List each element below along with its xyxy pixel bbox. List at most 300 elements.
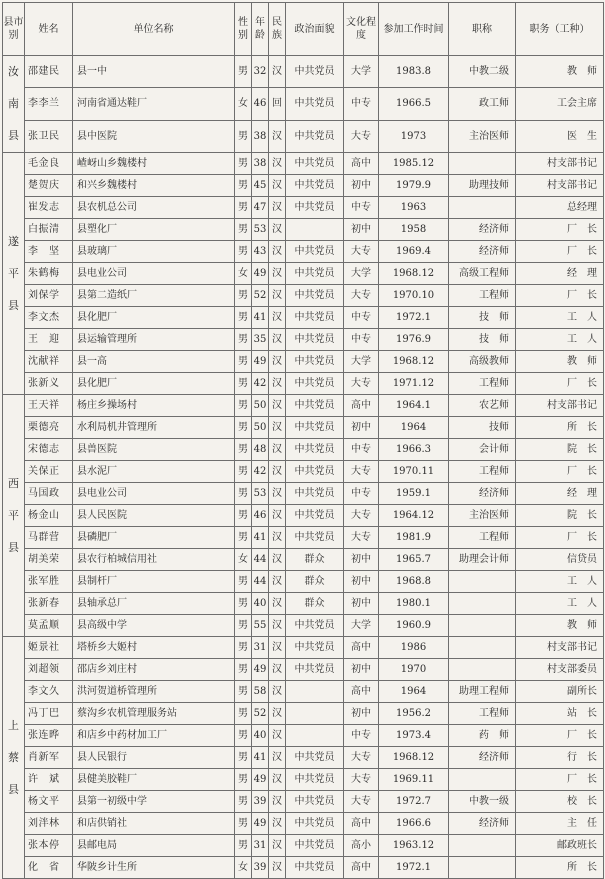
age-cell: 45 bbox=[252, 175, 269, 197]
education-cell: 高中 bbox=[344, 637, 379, 659]
header-political: 政治面貌 bbox=[286, 3, 344, 56]
person-name-cell: 马国政 bbox=[25, 483, 73, 505]
work-start-cell: 1985.12 bbox=[379, 153, 449, 175]
age-cell: 53 bbox=[252, 483, 269, 505]
work-start-cell: 1964 bbox=[379, 681, 449, 703]
table-row bbox=[3, 593, 604, 615]
work-start-cell: 1969.11 bbox=[379, 769, 449, 791]
ethnicity-cell: 汉 bbox=[269, 417, 286, 439]
person-name-cell: 宋德志 bbox=[25, 439, 73, 461]
work-start-cell: 1968.12 bbox=[379, 747, 449, 769]
ethnicity-cell: 汉 bbox=[269, 395, 286, 417]
political-status-cell: 中共党员 bbox=[286, 307, 344, 329]
work-start-cell: 1970 bbox=[379, 659, 449, 681]
table-row bbox=[3, 725, 604, 747]
unit-name-cell: 县化肥厂 bbox=[73, 307, 235, 329]
duty-cell: 村支部书记 bbox=[516, 153, 604, 175]
duty-cell: 厂 长 bbox=[516, 725, 604, 747]
work-start-cell: 1964 bbox=[379, 417, 449, 439]
sex-cell: 男 bbox=[235, 219, 252, 241]
work-start-cell: 1966.6 bbox=[379, 813, 449, 835]
work-start-cell: 1973 bbox=[379, 120, 449, 152]
person-name-cell: 王 迎 bbox=[25, 329, 73, 351]
work-start-cell: 1966.5 bbox=[379, 88, 449, 120]
age-cell: 31 bbox=[252, 637, 269, 659]
political-status-cell: 中共党员 bbox=[286, 769, 344, 791]
ethnicity-cell: 汉 bbox=[269, 505, 286, 527]
work-start-cell: 1971.12 bbox=[379, 373, 449, 395]
table-row bbox=[3, 241, 604, 263]
age-cell: 55 bbox=[252, 615, 269, 637]
ethnicity-cell: 回 bbox=[269, 88, 286, 120]
political-status-cell: 中共党员 bbox=[286, 120, 344, 152]
job-title-cell: 经济师 bbox=[449, 241, 516, 263]
table-row bbox=[3, 813, 604, 835]
duty-cell: 教 师 bbox=[516, 615, 604, 637]
job-title-cell: 政工师 bbox=[449, 88, 516, 120]
unit-name-cell: 洪河贺道桥管理所 bbox=[73, 681, 235, 703]
job-title-cell: 工程师 bbox=[449, 527, 516, 549]
work-start-cell: 1964.1 bbox=[379, 395, 449, 417]
ethnicity-cell: 汉 bbox=[269, 241, 286, 263]
county-cell bbox=[3, 56, 25, 153]
duty-cell: 医 生 bbox=[516, 120, 604, 152]
table-row bbox=[3, 527, 604, 549]
duty-cell: 所 长 bbox=[516, 417, 604, 439]
job-title-cell: 会计师 bbox=[449, 439, 516, 461]
job-title-cell bbox=[449, 857, 516, 879]
political-status-cell: 中共党员 bbox=[286, 175, 344, 197]
person-name-cell: 莫孟顺 bbox=[25, 615, 73, 637]
education-cell: 高小 bbox=[344, 835, 379, 857]
ethnicity-cell: 汉 bbox=[269, 351, 286, 373]
table-row bbox=[3, 637, 604, 659]
unit-name-cell: 县轴承总厂 bbox=[73, 593, 235, 615]
education-cell: 中专 bbox=[344, 197, 379, 219]
duty-cell: 村支部书记 bbox=[516, 395, 604, 417]
unit-name-cell: 嵖岈山乡魏楼村 bbox=[73, 153, 235, 175]
age-cell: 42 bbox=[252, 373, 269, 395]
header-age: 年龄 bbox=[252, 3, 269, 56]
person-name-cell: 胡美荣 bbox=[25, 549, 73, 571]
ethnicity-cell: 汉 bbox=[269, 483, 286, 505]
work-start-cell: 1963 bbox=[379, 197, 449, 219]
age-cell: 41 bbox=[252, 527, 269, 549]
table-row bbox=[3, 835, 604, 857]
education-cell: 高中 bbox=[344, 681, 379, 703]
education-cell: 中专 bbox=[344, 439, 379, 461]
age-cell: 49 bbox=[252, 263, 269, 285]
unit-name-cell: 和兴乡魏楼村 bbox=[73, 175, 235, 197]
education-cell: 大学 bbox=[344, 615, 379, 637]
age-cell: 41 bbox=[252, 307, 269, 329]
unit-name-cell: 杨庄乡操场村 bbox=[73, 395, 235, 417]
sex-cell: 男 bbox=[235, 175, 252, 197]
person-name-cell: 冯丁巴 bbox=[25, 703, 73, 725]
education-cell: 初中 bbox=[344, 175, 379, 197]
job-title-cell: 工程师 bbox=[449, 285, 516, 307]
ethnicity-cell: 汉 bbox=[269, 175, 286, 197]
ethnicity-cell: 汉 bbox=[269, 56, 286, 88]
ethnicity-cell: 汉 bbox=[269, 769, 286, 791]
work-start-cell: 1979.9 bbox=[379, 175, 449, 197]
age-cell: 40 bbox=[252, 593, 269, 615]
work-start-cell: 1968.12 bbox=[379, 263, 449, 285]
sex-cell: 男 bbox=[235, 703, 252, 725]
age-cell: 46 bbox=[252, 505, 269, 527]
work-start-cell: 1970.11 bbox=[379, 461, 449, 483]
education-cell: 中专 bbox=[344, 329, 379, 351]
political-status-cell: 中共党员 bbox=[286, 439, 344, 461]
job-title-cell bbox=[449, 769, 516, 791]
political-status-cell bbox=[286, 703, 344, 725]
education-cell: 大学 bbox=[344, 351, 379, 373]
sex-cell: 男 bbox=[235, 637, 252, 659]
duty-cell: 院 长 bbox=[516, 439, 604, 461]
political-status-cell: 中共党员 bbox=[286, 857, 344, 879]
duty-cell: 村支部委员 bbox=[516, 659, 604, 681]
education-cell: 大专 bbox=[344, 505, 379, 527]
education-cell: 大学 bbox=[344, 263, 379, 285]
ethnicity-cell: 汉 bbox=[269, 197, 286, 219]
education-cell: 大专 bbox=[344, 241, 379, 263]
education-cell: 初中 bbox=[344, 703, 379, 725]
political-status-cell: 中共党员 bbox=[286, 659, 344, 681]
table-row bbox=[3, 120, 604, 152]
age-cell: 39 bbox=[252, 791, 269, 813]
political-status-cell: 中共党员 bbox=[286, 505, 344, 527]
duty-cell: 站 长 bbox=[516, 703, 604, 725]
county-label: 遂平县 bbox=[8, 234, 19, 312]
job-title-cell: 高级工程师 bbox=[449, 263, 516, 285]
education-cell: 初中 bbox=[344, 549, 379, 571]
age-cell: 49 bbox=[252, 813, 269, 835]
person-name-cell: 楚贺庆 bbox=[25, 175, 73, 197]
political-status-cell: 群众 bbox=[286, 549, 344, 571]
work-start-cell: 1983.8 bbox=[379, 56, 449, 88]
ethnicity-cell: 汉 bbox=[269, 153, 286, 175]
work-start-cell: 1981.9 bbox=[379, 527, 449, 549]
education-cell: 大专 bbox=[344, 769, 379, 791]
age-cell: 43 bbox=[252, 241, 269, 263]
duty-cell: 厂 长 bbox=[516, 219, 604, 241]
roster-table bbox=[2, 2, 604, 879]
table-row bbox=[3, 175, 604, 197]
table-row bbox=[3, 571, 604, 593]
political-status-cell: 中共党员 bbox=[286, 637, 344, 659]
age-cell: 40 bbox=[252, 725, 269, 747]
job-title-cell: 农艺师 bbox=[449, 395, 516, 417]
sex-cell: 男 bbox=[235, 153, 252, 175]
education-cell: 高中 bbox=[344, 857, 379, 879]
sex-cell: 女 bbox=[235, 263, 252, 285]
county-label: 西平县 bbox=[8, 476, 19, 554]
table-row bbox=[3, 395, 604, 417]
table-row bbox=[3, 329, 604, 351]
person-name-cell: 邵建民 bbox=[25, 56, 73, 88]
job-title-cell bbox=[449, 615, 516, 637]
work-start-cell: 1973.4 bbox=[379, 725, 449, 747]
work-start-cell: 1976.9 bbox=[379, 329, 449, 351]
age-cell: 39 bbox=[252, 857, 269, 879]
age-cell: 44 bbox=[252, 549, 269, 571]
person-name-cell: 张连晔 bbox=[25, 725, 73, 747]
education-cell: 中专 bbox=[344, 483, 379, 505]
duty-cell: 工 人 bbox=[516, 307, 604, 329]
sex-cell: 男 bbox=[235, 373, 252, 395]
ethnicity-cell: 汉 bbox=[269, 659, 286, 681]
ethnicity-cell: 汉 bbox=[269, 835, 286, 857]
person-name-cell: 张新义 bbox=[25, 373, 73, 395]
duty-cell: 教 师 bbox=[516, 351, 604, 373]
sex-cell: 男 bbox=[235, 615, 252, 637]
education-cell: 高中 bbox=[344, 813, 379, 835]
job-title-cell bbox=[449, 593, 516, 615]
duty-cell: 厂 长 bbox=[516, 527, 604, 549]
job-title-cell: 技师 bbox=[449, 417, 516, 439]
sex-cell: 男 bbox=[235, 395, 252, 417]
duty-cell: 工 人 bbox=[516, 593, 604, 615]
sex-cell: 男 bbox=[235, 681, 252, 703]
table-row bbox=[3, 615, 604, 637]
person-name-cell: 王天祥 bbox=[25, 395, 73, 417]
unit-name-cell: 塔桥乡大姬村 bbox=[73, 637, 235, 659]
person-name-cell: 许 斌 bbox=[25, 769, 73, 791]
duty-cell: 教 师 bbox=[516, 56, 604, 88]
job-title-cell: 高级教师 bbox=[449, 351, 516, 373]
sex-cell: 男 bbox=[235, 56, 252, 88]
education-cell: 大专 bbox=[344, 285, 379, 307]
table-row bbox=[3, 791, 604, 813]
duty-cell: 校 长 bbox=[516, 791, 604, 813]
ethnicity-cell: 汉 bbox=[269, 637, 286, 659]
unit-name-cell: 河南省通达鞋厂 bbox=[73, 88, 235, 120]
education-cell: 大专 bbox=[344, 120, 379, 152]
duty-cell: 厂 长 bbox=[516, 241, 604, 263]
education-cell: 大专 bbox=[344, 747, 379, 769]
unit-name-cell: 县制杆厂 bbox=[73, 571, 235, 593]
header-title: 职称 bbox=[449, 3, 516, 56]
duty-cell: 工 人 bbox=[516, 571, 604, 593]
unit-name-cell: 县电业公司 bbox=[73, 483, 235, 505]
ethnicity-cell: 汉 bbox=[269, 571, 286, 593]
political-status-cell: 中共党员 bbox=[286, 395, 344, 417]
age-cell: 52 bbox=[252, 285, 269, 307]
table-row bbox=[3, 351, 604, 373]
education-cell: 初中 bbox=[344, 219, 379, 241]
unit-name-cell: 和店供销社 bbox=[73, 813, 235, 835]
person-name-cell: 化 省 bbox=[25, 857, 73, 879]
sex-cell: 男 bbox=[235, 527, 252, 549]
job-title-cell: 经济师 bbox=[449, 747, 516, 769]
age-cell: 41 bbox=[252, 747, 269, 769]
work-start-cell: 1969.4 bbox=[379, 241, 449, 263]
age-cell: 32 bbox=[252, 56, 269, 88]
age-cell: 38 bbox=[252, 120, 269, 152]
unit-name-cell: 县人民医院 bbox=[73, 505, 235, 527]
table-row bbox=[3, 153, 604, 175]
work-start-cell: 1972.1 bbox=[379, 857, 449, 879]
political-status-cell: 中共党员 bbox=[286, 329, 344, 351]
work-start-cell: 1956.2 bbox=[379, 703, 449, 725]
political-status-cell: 中共党员 bbox=[286, 461, 344, 483]
job-title-cell: 药 师 bbox=[449, 725, 516, 747]
sex-cell: 男 bbox=[235, 417, 252, 439]
unit-name-cell: 水利局机井管理所 bbox=[73, 417, 235, 439]
work-start-cell: 1972.1 bbox=[379, 307, 449, 329]
ethnicity-cell: 汉 bbox=[269, 219, 286, 241]
job-title-cell bbox=[449, 197, 516, 219]
sex-cell: 男 bbox=[235, 307, 252, 329]
table-row bbox=[3, 703, 604, 725]
person-name-cell: 白振清 bbox=[25, 219, 73, 241]
unit-name-cell: 县一中 bbox=[73, 56, 235, 88]
age-cell: 38 bbox=[252, 153, 269, 175]
duty-cell: 院 长 bbox=[516, 505, 604, 527]
sex-cell: 男 bbox=[235, 791, 252, 813]
age-cell: 31 bbox=[252, 835, 269, 857]
ethnicity-cell: 汉 bbox=[269, 373, 286, 395]
political-status-cell: 中共党员 bbox=[286, 263, 344, 285]
sex-cell: 男 bbox=[235, 439, 252, 461]
table-row bbox=[3, 88, 604, 120]
duty-cell: 主 任 bbox=[516, 813, 604, 835]
job-title-cell bbox=[449, 571, 516, 593]
sex-cell: 男 bbox=[235, 483, 252, 505]
unit-name-cell: 县兽医院 bbox=[73, 439, 235, 461]
sex-cell: 男 bbox=[235, 659, 252, 681]
table-row bbox=[3, 461, 604, 483]
age-cell: 35 bbox=[252, 329, 269, 351]
table-row bbox=[3, 373, 604, 395]
political-status-cell: 群众 bbox=[286, 593, 344, 615]
header-duty: 职务（工种） bbox=[516, 3, 604, 56]
person-name-cell: 毛金良 bbox=[25, 153, 73, 175]
header-education: 文化程度 bbox=[344, 3, 379, 56]
table-row bbox=[3, 56, 604, 88]
duty-cell: 厂 长 bbox=[516, 285, 604, 307]
person-name-cell: 李 坚 bbox=[25, 241, 73, 263]
person-name-cell: 关保正 bbox=[25, 461, 73, 483]
education-cell: 大专 bbox=[344, 461, 379, 483]
work-start-cell: 1972.7 bbox=[379, 791, 449, 813]
age-cell: 47 bbox=[252, 197, 269, 219]
sex-cell: 男 bbox=[235, 593, 252, 615]
political-status-cell: 中共党员 bbox=[286, 791, 344, 813]
sex-cell: 男 bbox=[235, 351, 252, 373]
political-status-cell: 中共党员 bbox=[286, 417, 344, 439]
unit-name-cell: 县农行柏城信用社 bbox=[73, 549, 235, 571]
table-row bbox=[3, 263, 604, 285]
ethnicity-cell: 汉 bbox=[269, 747, 286, 769]
political-status-cell: 中共党员 bbox=[286, 373, 344, 395]
unit-name-cell: 县中医院 bbox=[73, 120, 235, 152]
duty-cell: 副所长 bbox=[516, 681, 604, 703]
job-title-cell: 助理技师 bbox=[449, 175, 516, 197]
county-cell bbox=[3, 395, 25, 637]
sex-cell: 男 bbox=[235, 769, 252, 791]
duty-cell: 厂 长 bbox=[516, 461, 604, 483]
person-name-cell: 马群营 bbox=[25, 527, 73, 549]
header-ethnicity: 民族 bbox=[269, 3, 286, 56]
work-start-cell: 1963.12 bbox=[379, 835, 449, 857]
political-status-cell: 中共党员 bbox=[286, 835, 344, 857]
age-cell: 46 bbox=[252, 88, 269, 120]
duty-cell: 厂 长 bbox=[516, 373, 604, 395]
age-cell: 49 bbox=[252, 659, 269, 681]
work-start-cell: 1966.3 bbox=[379, 439, 449, 461]
age-cell: 58 bbox=[252, 681, 269, 703]
age-cell: 42 bbox=[252, 461, 269, 483]
political-status-cell bbox=[286, 725, 344, 747]
county-label: 汝南县 bbox=[8, 65, 19, 142]
work-start-cell: 1968.8 bbox=[379, 571, 449, 593]
work-start-cell: 1968.12 bbox=[379, 351, 449, 373]
county-cell bbox=[3, 637, 25, 879]
education-cell: 初中 bbox=[344, 417, 379, 439]
ethnicity-cell: 汉 bbox=[269, 461, 286, 483]
education-cell: 大专 bbox=[344, 527, 379, 549]
sex-cell: 男 bbox=[235, 725, 252, 747]
table-row bbox=[3, 417, 604, 439]
job-title-cell bbox=[449, 637, 516, 659]
unit-name-cell: 县第二造纸厂 bbox=[73, 285, 235, 307]
table-row bbox=[3, 219, 604, 241]
unit-name-cell: 县水泥厂 bbox=[73, 461, 235, 483]
job-title-cell bbox=[449, 835, 516, 857]
education-cell: 高中 bbox=[344, 395, 379, 417]
education-cell: 大学 bbox=[344, 56, 379, 88]
person-name-cell: 杨金山 bbox=[25, 505, 73, 527]
table-row bbox=[3, 769, 604, 791]
work-start-cell: 1986 bbox=[379, 637, 449, 659]
unit-name-cell: 县磷肥厂 bbox=[73, 527, 235, 549]
job-title-cell: 主治医师 bbox=[449, 505, 516, 527]
duty-cell: 信贷员 bbox=[516, 549, 604, 571]
work-start-cell: 1958 bbox=[379, 219, 449, 241]
sex-cell: 男 bbox=[235, 571, 252, 593]
education-cell: 初中 bbox=[344, 571, 379, 593]
unit-name-cell: 县第一初级中学 bbox=[73, 791, 235, 813]
header-sex: 性别 bbox=[235, 3, 252, 56]
duty-cell: 总经理 bbox=[516, 197, 604, 219]
duty-cell: 厂 长 bbox=[516, 769, 604, 791]
sex-cell: 男 bbox=[235, 329, 252, 351]
person-name-cell: 朱鹤梅 bbox=[25, 263, 73, 285]
unit-name-cell: 邵店乡刘庄村 bbox=[73, 659, 235, 681]
ethnicity-cell: 汉 bbox=[269, 703, 286, 725]
unit-name-cell: 华陂乡计生所 bbox=[73, 857, 235, 879]
job-title-cell: 经济师 bbox=[449, 219, 516, 241]
sex-cell: 男 bbox=[235, 461, 252, 483]
unit-name-cell: 县塑化厂 bbox=[73, 219, 235, 241]
table-row bbox=[3, 747, 604, 769]
work-start-cell: 1980.1 bbox=[379, 593, 449, 615]
ethnicity-cell: 汉 bbox=[269, 725, 286, 747]
person-name-cell: 李李兰 bbox=[25, 88, 73, 120]
job-title-cell: 技 师 bbox=[449, 307, 516, 329]
header-row bbox=[3, 3, 604, 56]
political-status-cell bbox=[286, 681, 344, 703]
education-cell: 高中 bbox=[344, 153, 379, 175]
ethnicity-cell: 汉 bbox=[269, 329, 286, 351]
duty-cell: 工会主席 bbox=[516, 88, 604, 120]
job-title-cell bbox=[449, 153, 516, 175]
duty-cell: 所 长 bbox=[516, 857, 604, 879]
ethnicity-cell: 汉 bbox=[269, 681, 286, 703]
ethnicity-cell: 汉 bbox=[269, 791, 286, 813]
county-label: 上蔡县 bbox=[8, 718, 19, 796]
